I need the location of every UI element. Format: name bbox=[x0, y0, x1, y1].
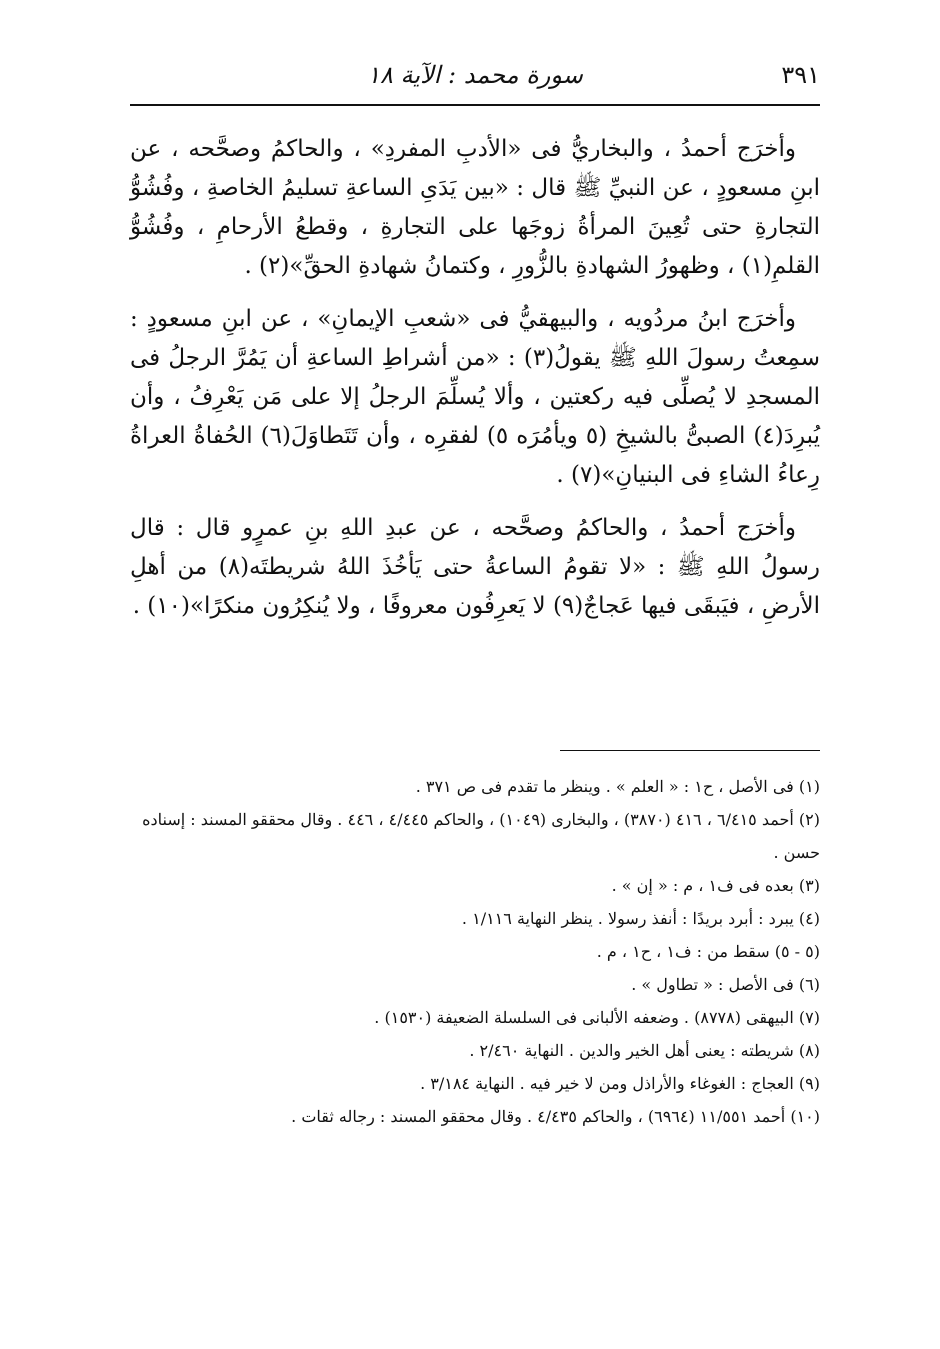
running-title: سورة محمد : الآية ١٨ bbox=[367, 61, 583, 89]
footnote-rule bbox=[560, 750, 820, 751]
footnote-5: (٥ - ٥) سقط من : ف١ ، ح١ ، م . bbox=[596, 942, 820, 961]
footnote-10: (١٠) أحمد ١١/٥٥١ (٦٩٦٤) ، والحاكم ٤/٤٣٥ . وقال محققو المسند : رجاله ثقات . bbox=[291, 1107, 820, 1126]
footnote-6: (٦) فى الأصل : « تطاول » . bbox=[631, 975, 820, 994]
paragraph-2: وأخرَج ابنُ مردُويه ، والبيهقيُّ فى «شعبِ الإيمانِ» ، عن ابنِ مسعودٍ : سمِعتُ رسولَ اللهِ ﷺ يقولُ(٣) : «من أشراطِ الساعةِ أن يَمُرَّ الرجلُ فى المسجدِ لا يُصلِّى فيه ركعتين ، وألا يُسلِّمَ الرجلُ إلا على مَن يَعْرِفُ ، وأن يُبرِدَ(٤) الصبىُّ بالشيخِ (٥ ويأمُرَه ٥) لفقرِه ، وأن تَتَطاوَلَ(٦) الحُفاةُ العراةُ رِعاءُ الشاءِ فى البنيانِ»(٧) . bbox=[130, 306, 820, 488]
footnote-8: (٨) شريطته : يعنى أهل الخير والدين . النهاية ٢/٤٦٠ . bbox=[469, 1041, 820, 1060]
header-rule bbox=[130, 104, 820, 106]
footnote-9: (٩) العجاج : الغوغاء والأراذل ومن لا خير فيه . النهاية ٣/١٨٤ . bbox=[420, 1074, 820, 1093]
footnote-2: (٢) أحمد ٦/٤١٥ ، ٤١٦ (٣٨٧٠) ، والبخارى (١٠٤٩) ، والحاكم ٤/٤٤٥ ، ٤٤٦ . وقال محققو المسند : إسناده حسن . bbox=[142, 810, 820, 862]
footnote-1: (١) فى الأصل ، ح١ : « العلم » . وينظر ما تقدم فى ص ٣٧١ . bbox=[415, 777, 820, 796]
page-number: ٣٩١ bbox=[781, 61, 820, 89]
footnotes-list bbox=[130, 770, 820, 1133]
footnote-4: (٤) يبرد : أبرد بريدًا : أنفذ رسولا . ينظر النهاية ١/١١٦ . bbox=[461, 909, 820, 928]
paragraph-1: وأخرَج أحمدُ ، والبخاريُّ فى «الأدبِ المفردِ» ، والحاكمُ وصحَّحه ، عن ابنِ مسعودٍ ، عن النبيِّ ﷺ قال : «بين يَدَىِ الساعةِ تسليمُ الخاصةِ ، وفُشُوُّ التجارةِ حتى تُعِينَ المرأةُ زوجَها على التجارةِ ، وقطعُ الأرحامِ ، وفُشُوُّ القلمِ(١) ، وظهورُ الشهادةِ بالزُّورِ ، وكتمانُ شهادةِ الحقِّ»(٢) . bbox=[130, 136, 820, 279]
paragraph-3: وأخرَج أحمدُ ، والحاكمُ وصحَّحه ، عن عبدِ اللهِ بنِ عمرٍو قال : قال رسولُ اللهِ ﷺ : «لا تقومُ الساعةُ حتى يَأخُذَ اللهُ شريطتَه(٨) من أهلِ الأرضِ ، فيَبقَى فيها عَجاجٌ(٩) لا يَعرِفُون معروفًا ، ولا يُنكِرُون منكرًا»(١٠) . bbox=[130, 515, 820, 619]
page-header bbox=[130, 58, 820, 98]
footnote-7: (٧) البيهقى (٨٧٧٨) . وضعفه الألبانى فى السلسلة الضعيفة (١٥٣٠) . bbox=[374, 1008, 820, 1027]
body-text bbox=[130, 130, 820, 640]
footnote-3: (٣) بعده فى ف١ ، م : « إن » . bbox=[611, 876, 820, 895]
